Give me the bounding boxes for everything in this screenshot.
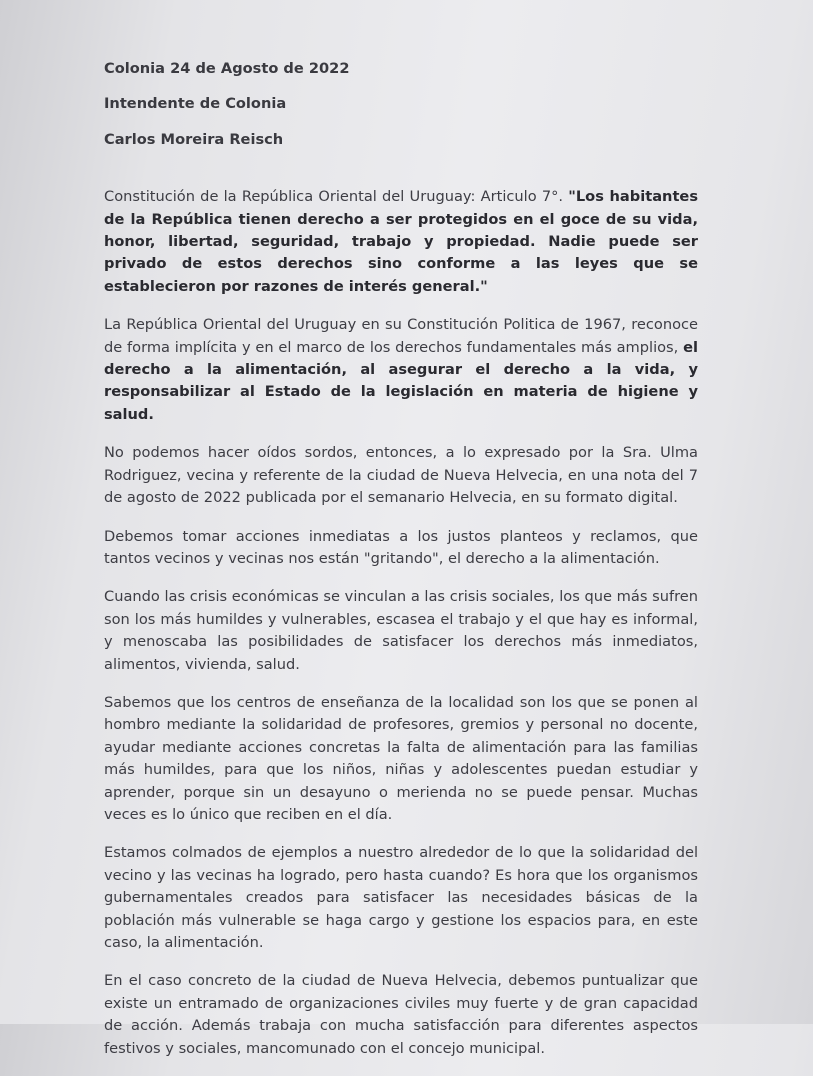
paragraph-text: Sabemos que los centros de enseñanza de la localidad son los que se ponen al hombro mediante la solidaridad de profesores, gremios y personal no docente, ayudar mediante acciones concretas la falta de alimentación para las familias más humildes, para que los niños, niñas y adolescentes puedan estudiar y aprender, porque sin un desayuno o merienda no se puede pensar. Muchas veces es lo único que reciben en el día. [104,693,698,823]
spacer [104,164,698,186]
paragraph-schools [104,692,698,826]
paragraph-constitution-article [104,186,698,298]
paragraph-text: Estamos colmados de ejemplos a nuestro alrededor de lo que la solidaridad del vecino y las vecinas ha logrado, pero hasta cuando? Es hora que los organismos gubernamentales creados para satisfacer las necesidades básicas de la población más vulnerable se haga cargo y gestione los espacios para, en este caso, la alimentación. [104,844,698,951]
paragraph-text: La República Oriental del Uruguay en su Constitución Politica de 1967, reconoce de forma implícita y en el marco de los derechos fundamentales más amplios, [104,316,698,356]
paragraph-text: Cuando las crisis económicas se vinculan a las crisis sociales, los que más sufren son los más humildes y vulnerables, escasea el trabajo y el que hay es informal, y menoscaba las posibilidades de satisfacer los derechos más inmediatos, alimentos, vivienda, salud. [104,588,698,673]
recipient-title: Intendente de Colonia [104,95,287,113]
paragraph-text: No podemos hacer oídos sordos, entonces, a lo expresado por la Sra. Ulma Rodriguez, vecina y referente de la ciudad de Nueva Helvecia, en una nota del 7 de agosto de 2022 publicada por el semanario Helvecia, en su formato digital. [104,444,698,507]
paragraph-solidarity [104,842,698,954]
paragraph-right-to-food [104,314,698,426]
paragraph-economic-crisis [104,586,698,676]
paragraph-immediate-actions [104,526,698,571]
paragraph-text: En el caso concreto de la ciudad de Nueva Helvecia, debemos puntualizar que existe un entramado de organizaciones civiles muy fuerte y de gran capacidad de acción. Además trabaja con mucha satisfacción para diferentes aspectos festivos y sociales, mancomunado con el concejo municipal. [104,972,698,1057]
paragraph-text: Debemos tomar acciones inmediatas a los justos planteos y reclamos, que tantos vecinos y vecinas nos están "gritando", el derecho a la alimentación. [104,527,698,567]
letter-page [104,58,698,1076]
paragraph-text: Constitución de la República Oriental del Uruguay: Articulo 7°. [104,188,569,206]
paragraph-reference-note [104,442,698,509]
paragraph-bold-text: el derecho a la alimentación, al asegurar el derecho a la vida, y responsabilizar al Estado de la legislación en materia de higiene y salud. [104,338,698,423]
paragraph-bold-text: "Los habitantes de la República tienen derecho a ser protegidos en el goce de su vida, honor, libertad, seguridad, trabajo y propiedad. Nadie puede ser privado de estos derechos sino conforme a las leyes que se establecieron por razones de interés general." [104,188,699,295]
paragraph-nueva-helvecia [104,970,698,1060]
date-line: Colonia 24 de Agosto de 2022 [104,60,350,77]
recipient-name: Carlos Moreira Reisch [104,130,284,148]
